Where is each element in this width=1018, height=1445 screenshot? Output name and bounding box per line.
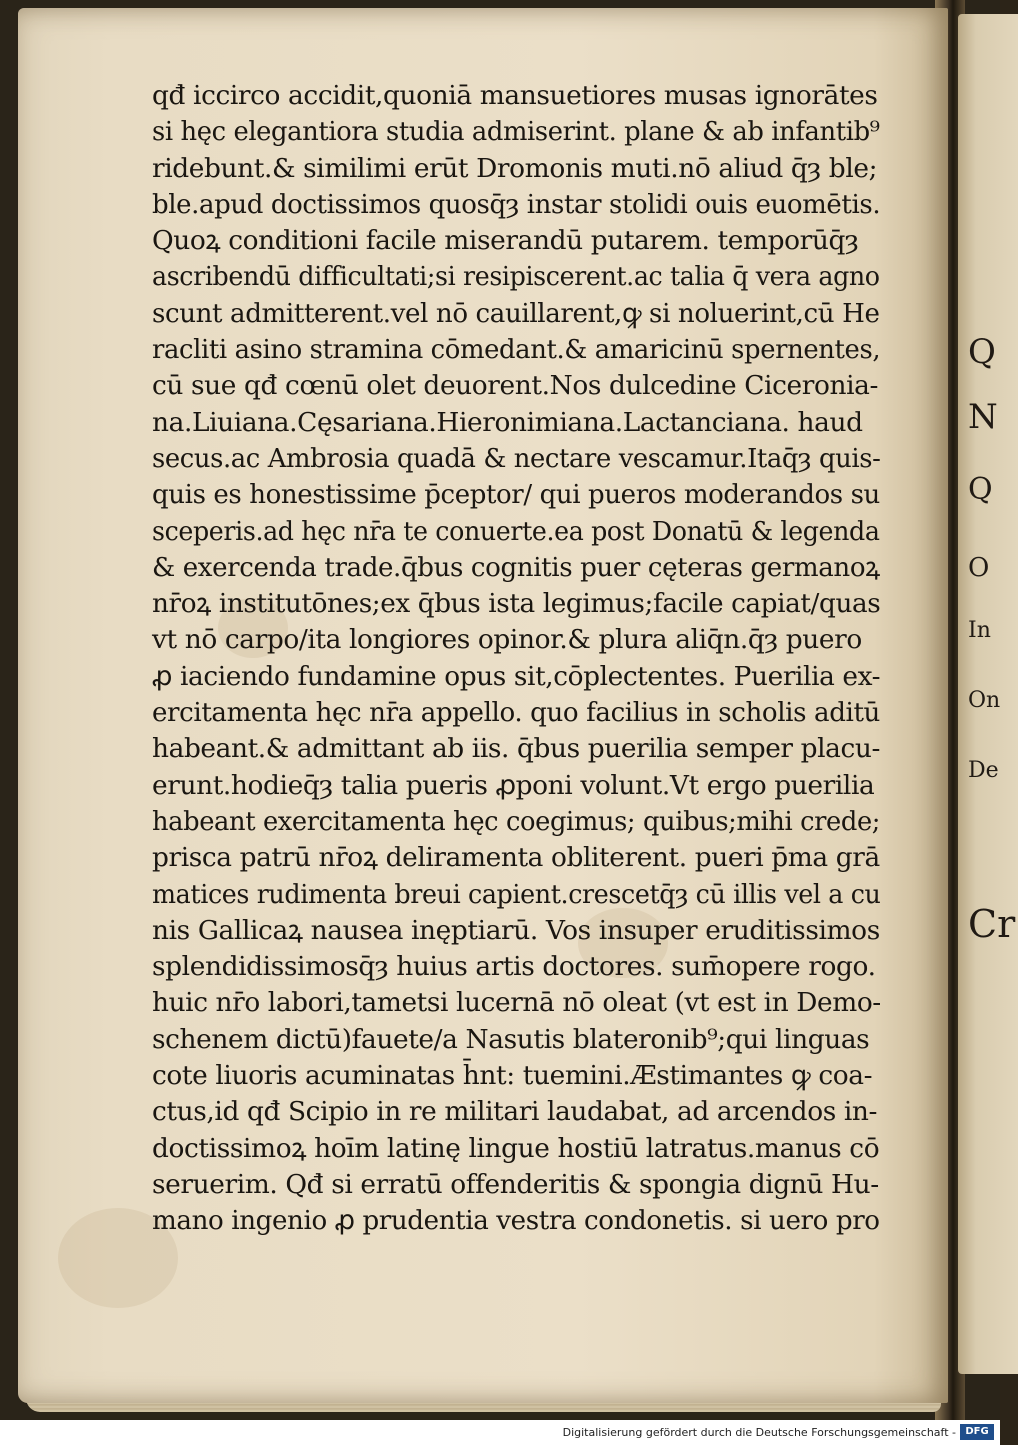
text-line: & exercenda trade.q̄bus cognitis puer cęteras germanoꝝ [152, 551, 880, 583]
text-line: ble.apud doctissimos quosq̄ȝ instar stolidi ouis euomētis. [152, 188, 881, 220]
right-page-letter: On [968, 688, 1001, 713]
text-line: matices rudimenta breui capient.crescetq̄ȝ cū illis vel a cu [152, 878, 881, 910]
text-line: ascribendū difficultati;si resipiscerent.ac talia q̄ vera agno [152, 261, 880, 293]
text-line: Quoꝝ conditioni facile miserandū putarem. temporūq̄ȝ [152, 225, 859, 257]
text-line: cū sue qđ cœnū olet deuorent.Nos dulcedine Ciceronia- [152, 370, 879, 402]
text-line: ridebunt.& similimi erūt Dromonis muti.nō aliud q̄ȝ ble; [152, 152, 878, 184]
footer-bar [0, 1420, 1000, 1445]
text-line: vt nō carpo/ita longiores opinor.& plura aliq̄n.q̄ȝ puero [152, 624, 862, 656]
text-line: habeant exercitamenta hęc coegimus; quibus;mihi crede; [152, 805, 881, 837]
text-line: splendidissimosq̄ȝ huius artis doctores. sum̄opere rogo. [152, 951, 876, 983]
text-line: cote liuoris acuminatas h̄nt: tuemini.Æstimantes ꝙ coa- [152, 1060, 873, 1092]
text-line: ꝓ iaciendo fundamine opus sit,cōplectentes. Puerilia ex- [152, 660, 881, 692]
text-line: habeant.& admittant ab iis. q̄bus puerilia semper placu- [152, 733, 881, 765]
text-line: ercitamenta hęc nr̄a appello. quo facilius in scholis aditū [152, 697, 880, 729]
right-page-letter: N [968, 397, 998, 437]
text-line: nis Gallicaꝝ nausea inęptiarū. Vos insuper eruditissimos [152, 914, 880, 946]
text-line: na.Liuiana.Cęsariana.Hieronimiana.Lactanciana. haud [152, 406, 863, 438]
text-line: erunt.hodieq̄ȝ talia pueris ꝓponi volunt.Vt ergo puerilia [152, 769, 875, 801]
text-block [152, 78, 882, 1240]
text-line: nr̄oꝝ institutōnes;ex q̄bus ista legimus;facile capiat/quas [152, 588, 881, 620]
right-page-letter: O [968, 553, 990, 583]
text-line: prisca patrū nr̄oꝝ deliramenta obliterent. pueri p̄ma grā [152, 842, 880, 874]
text-line: racliti asino stramina cōmedant.& amaricinū spernentes, [152, 334, 881, 366]
text-line: qđ iccirco accidit,quoniā mansuetiores musas ignorātes [152, 80, 878, 111]
right-page-letter: Q [968, 472, 993, 507]
text-line: secus.ac Ambrosia quadā & nectare vescamur.Itaq̄ȝ quis- [152, 442, 881, 474]
text-line: ctus,id qđ Scipio in re militari laudabat, ad arcendos in- [152, 1096, 878, 1128]
footer-credit: Digitalisierung gefördert durch die Deutsche Forschungsgemeinschaft - [562, 1426, 956, 1439]
right-page-letter: In [968, 618, 991, 643]
text-line: quis es honestissime p̄ceptor/ qui pueros moderandos su [152, 479, 880, 511]
text-line: sceperis.ad hęc nr̄a te conuerte.ea post Donatū & legenda [152, 515, 880, 547]
text-line: seruerim. Qđ si erratū offenderitis & spongia dignū Hu- [152, 1168, 879, 1200]
right-page-letter: Q [968, 332, 996, 372]
right-page-letter: De [968, 758, 999, 783]
text-line: doctissimoꝝ hoīm latinę lingue hostiū latratus.manus cō [152, 1132, 880, 1164]
text-line: huic nr̄o labori,tametsi lucernā nō oleat (vt est in Demo- [152, 987, 881, 1019]
text-line: mano ingenio ꝓ prudentia vestra condonetis. si uero pro [152, 1205, 880, 1237]
text-line: scunt admitterent.vel nō cauillarent,ꝙ si noluerint,cū He [152, 297, 880, 329]
text-line: schenem dictū)fauete/a Nasutis blateronib⁹;qui linguas [152, 1023, 870, 1055]
text-line: si hęc elegantiora studia admiserint. plane & ab infantib⁹ [152, 116, 880, 148]
dfg-logo: DFG [960, 1424, 994, 1440]
right-page-letter: Cr [968, 902, 1016, 946]
